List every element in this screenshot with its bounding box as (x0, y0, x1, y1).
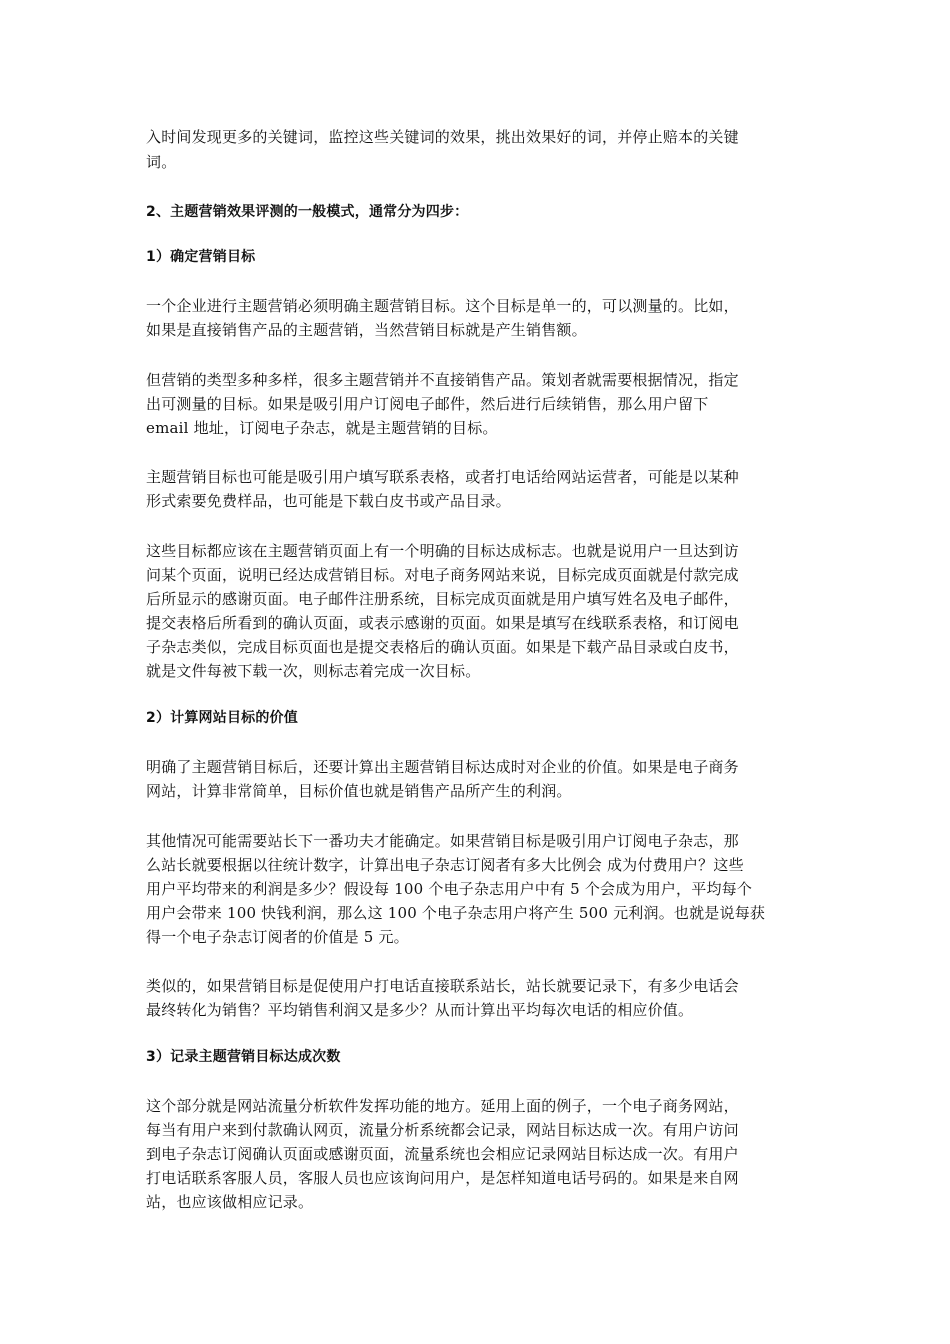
paragraph-line: 如果是直接销售产品的主题营销，当然营销目标就是产生销售额。 (146, 321, 587, 339)
paragraph-line: 到电子杂志订阅确认页面或感谢页面，流量系统也会相应记录网站目标达成一次。有用户 (146, 1145, 739, 1163)
paragraph-line: 明确了主题营销目标后，还要计算出主题营销目标达成时对企业的价值。如果是电子商务 (146, 758, 739, 776)
paragraph-line: 用户平均带来的利润是多少？假设每 100 个电子杂志用户中有 5 个会成为用户，平均每个 (146, 880, 753, 898)
paragraph-line: 得一个电子杂志订阅者的价值是 5 元。 (146, 928, 409, 946)
paragraph-line: 这些目标都应该在主题营销页面上有一个明确的目标达成标志。也就是说用户一旦达到访 (146, 542, 739, 560)
paragraph-line: 其他情况可能需要站长下一番功夫才能确定。如果营销目标是吸引用户订阅电子杂志，那 (146, 832, 739, 850)
paragraph-line: 提交表格后所看到的确认页面，或表示感谢的页面。如果是填写在线联系表格，和订阅电 (146, 614, 739, 632)
paragraph-line: 子杂志类似，完成目标页面也是提交表格后的确认页面。如果是下载产品目录或白皮书， (146, 638, 739, 656)
paragraph-line: 就是文件每被下载一次，则标志着完成一次目标。 (146, 662, 481, 680)
paragraph-line: 形式索要免费样品，也可能是下载白皮书或产品目录。 (146, 492, 511, 510)
paragraph-line: 这个部分就是网站流量分析软件发挥功能的地方。延用上面的例子，一个电子商务网站， (146, 1097, 739, 1115)
paragraph-line: 一个企业进行主题营销必须明确主题营销目标。这个目标是单一的，可以测量的。比如， (146, 297, 739, 315)
paragraph-line: 出可测量的目标。如果是吸引用户订阅电子邮件，然后进行后续销售，那么用户留下 (146, 395, 709, 413)
paragraph-line: 用户会带来 100 快钱利润，那么这 100 个电子杂志用户将产生 500 元利润。也就是说每获 (146, 904, 766, 922)
paragraph-line: email 地址，订阅电子杂志，就是主题营销的目标。 (146, 419, 498, 437)
paragraph-line: 网站，计算非常简单，目标价值也就是销售产品所产生的利润。 (146, 782, 572, 800)
paragraph-line: 最终转化为销售？平均销售利润又是多少？从而计算出平均每次电话的相应价值。 (146, 1001, 694, 1019)
paragraph-line: 类似的，如果营销目标是促使用户打电话直接联系站长，站长就要记录下，有多少电话会 (146, 977, 739, 995)
paragraph-line: 词。 (146, 153, 177, 171)
paragraph-line: 问某个页面，说明已经达成营销目标。对电子商务网站来说，目标完成页面就是付款完成 (146, 566, 739, 584)
step3-heading: 3）记录主题营销目标达成次数 (146, 1049, 341, 1065)
paragraph-line: 么站长就要根据以往统计数字，计算出电子杂志订阅者有多大比例会 成为付费用户？这些 (146, 856, 744, 874)
paragraph-line: 但营销的类型多种多样，很多主题营销并不直接销售产品。策划者就需要根据情况，指定 (146, 371, 739, 389)
paragraph-line: 每当有用户来到付款确认网页，流量分析系统都会记录，网站目标达成一次。有用户访问 (146, 1121, 739, 1139)
step1-heading: 1）确定营销目标 (146, 249, 256, 265)
section-heading: 2、主题营销效果评测的一般模式，通常分为四步： (146, 204, 469, 220)
paragraph-line: 主题营销目标也可能是吸引用户填写联系表格，或者打电话给网站运营者，可能是以某种 (146, 468, 739, 486)
paragraph-line: 站，也应该做相应记录。 (146, 1193, 314, 1211)
paragraph-line: 入时间发现更多的关键词，监控这些关键词的效果，挑出效果好的词，并停止赔本的关键 (146, 128, 739, 146)
paragraph-line: 打电话联系客服人员，客服人员也应该询问用户，是怎样知道电话号码的。如果是来自网 (146, 1169, 739, 1187)
paragraph-line: 后所显示的感谢页面。电子邮件注册系统，目标完成页面就是用户填写姓名及电子邮件， (146, 590, 739, 608)
step2-heading: 2）计算网站目标的价值 (146, 710, 298, 726)
